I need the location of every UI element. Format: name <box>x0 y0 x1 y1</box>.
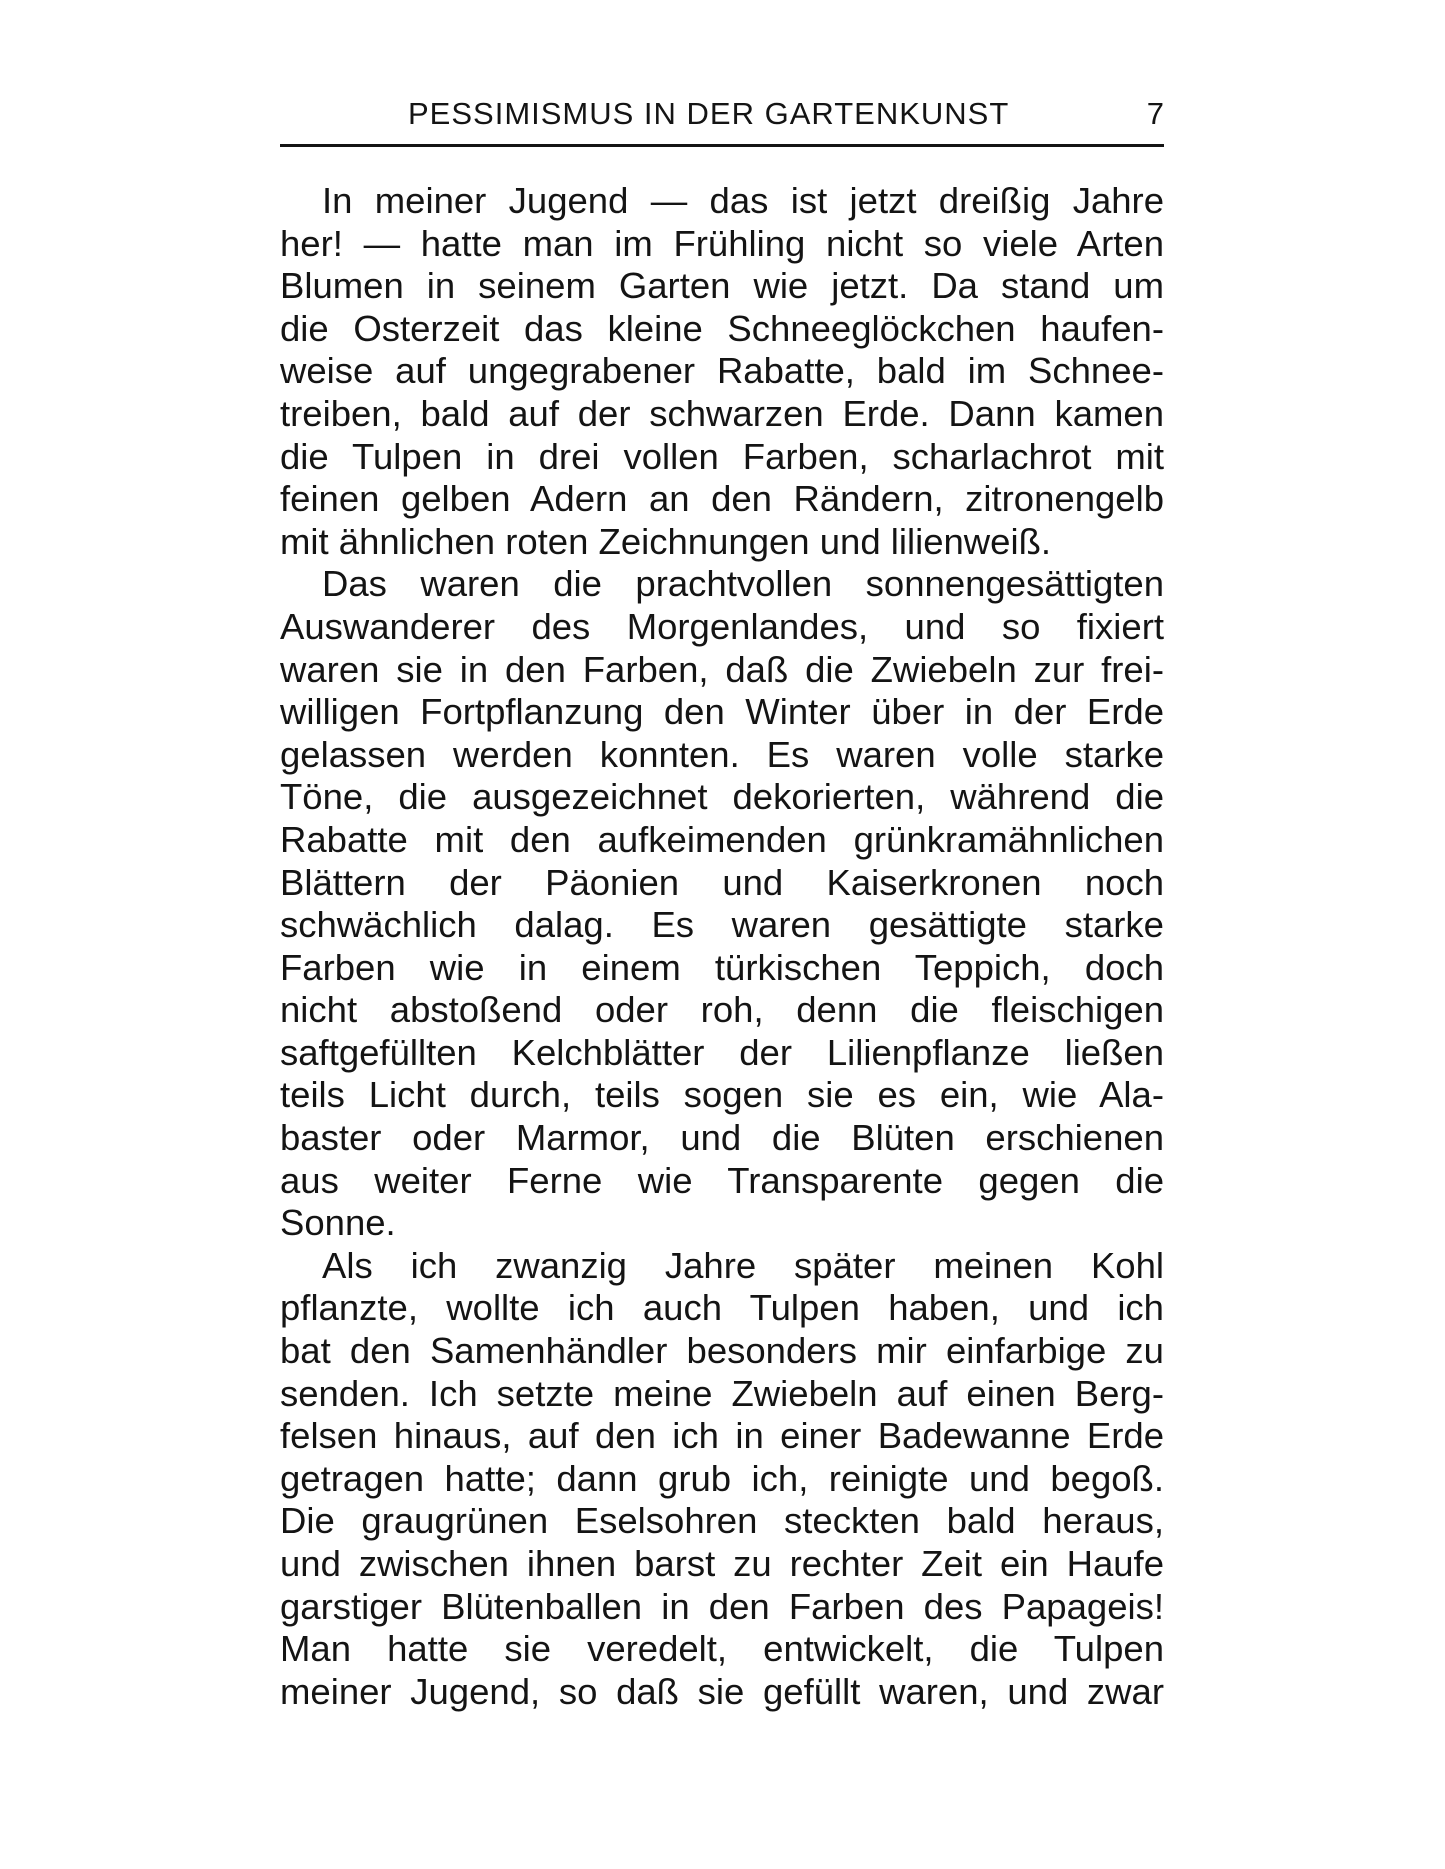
text-line: die Osterzeit das kleine Schneeglöckchen haufen- <box>280 307 1164 349</box>
text-line: schwächlich dalag. Es waren gesättigte starke <box>280 904 1164 946</box>
text-line: her! — hatte man im Frühling nicht so viele Arten <box>280 222 1164 264</box>
text-line: Rabatte mit den aufkeimenden grünkramähnlichen <box>280 818 1164 860</box>
text-line: In meiner Jugend — das ist jetzt dreißig Jahre <box>322 180 1164 221</box>
text-line: und zwischen ihnen barst zu rechter Zeit ein Haufe <box>280 1543 1164 1584</box>
text-line: treiben, bald auf der schwarzen Erde. Dann kamen <box>280 392 1164 434</box>
text-line: Die graugrünen Eselsohren steckten bald heraus, <box>280 1500 1164 1542</box>
running-title: PESSIMISMUS IN DER GARTENKUNST <box>408 96 1010 131</box>
text-line: mit ähnlichen roten Zeichnungen und lilienweiß. <box>280 520 1052 562</box>
text-line: Das waren die prachtvollen sonnengesättigten <box>322 563 1164 605</box>
text-line: Farben wie in einem türkischen Teppich, doch <box>280 946 1164 988</box>
text-line: Man hatte sie veredelt, entwickelt, die Tulpen <box>280 1628 1164 1670</box>
text-line: garstiger Blütenballen in den Farben des Papageis! <box>280 1585 1164 1627</box>
header-rule <box>280 144 1164 147</box>
text-line: weise auf ungegrabener Rabatte, bald im Schnee- <box>280 350 1164 392</box>
text-line: saftgefüllten Kelchblätter der Lilienpflanze ließen <box>280 1031 1164 1073</box>
text-line: bat den Samenhändler besonders mir einfarbige zu <box>280 1330 1164 1372</box>
text-line: die Tulpen in drei vollen Farben, scharlachrot mit <box>280 435 1164 477</box>
text-line: feinen gelben Adern an den Rändern, zitronengelb <box>280 478 1164 520</box>
text-line: nicht abstoßend oder roh, denn die fleischigen <box>280 989 1164 1031</box>
body-text <box>280 180 1164 1713</box>
text-line: waren sie in den Farben, daß die Zwiebeln zur frei- <box>280 648 1164 690</box>
text-line: getragen hatte; dann grub ich, reinigte und begoß. <box>280 1457 1164 1499</box>
text-line: gelassen werden konnten. Es waren volle starke <box>280 733 1164 775</box>
text-line: teils Licht durch, teils sogen sie es ein, wie Ala- <box>280 1074 1164 1116</box>
text-line: willigen Fortpflanzung den Winter über in der Erde <box>280 691 1164 733</box>
page-number: 7 <box>1146 96 1164 131</box>
text-line: pflanzte, wollte ich auch Tulpen haben, und ich <box>280 1287 1164 1329</box>
text-line: senden. Ich setzte meine Zwiebeln auf einen Berg- <box>280 1372 1164 1414</box>
text-line: Blumen in seinem Garten wie jetzt. Da stand um <box>280 265 1164 307</box>
text-line: baster oder Marmor, und die Blüten erschienen <box>280 1117 1164 1159</box>
text-line: felsen hinaus, auf den ich in einer Badewanne Erde <box>280 1415 1164 1457</box>
text-line: meiner Jugend, so daß sie gefüllt waren, und zwar <box>280 1670 1164 1712</box>
running-header <box>280 92 1164 140</box>
text-line: aus weiter Ferne wie Transparente gegen die <box>280 1159 1164 1201</box>
text-line: Töne, die ausgezeichnet dekorierten, während die <box>280 776 1164 818</box>
text-line: Sonne. <box>280 1202 396 1244</box>
text-line: Auswanderer des Morgenlandes, und so fixiert <box>280 605 1164 647</box>
text-line: Als ich zwanzig Jahre später meinen Kohl <box>322 1244 1164 1286</box>
book-page <box>280 92 1164 1812</box>
text-line: Blättern der Päonien und Kaiserkronen noch <box>280 861 1164 903</box>
